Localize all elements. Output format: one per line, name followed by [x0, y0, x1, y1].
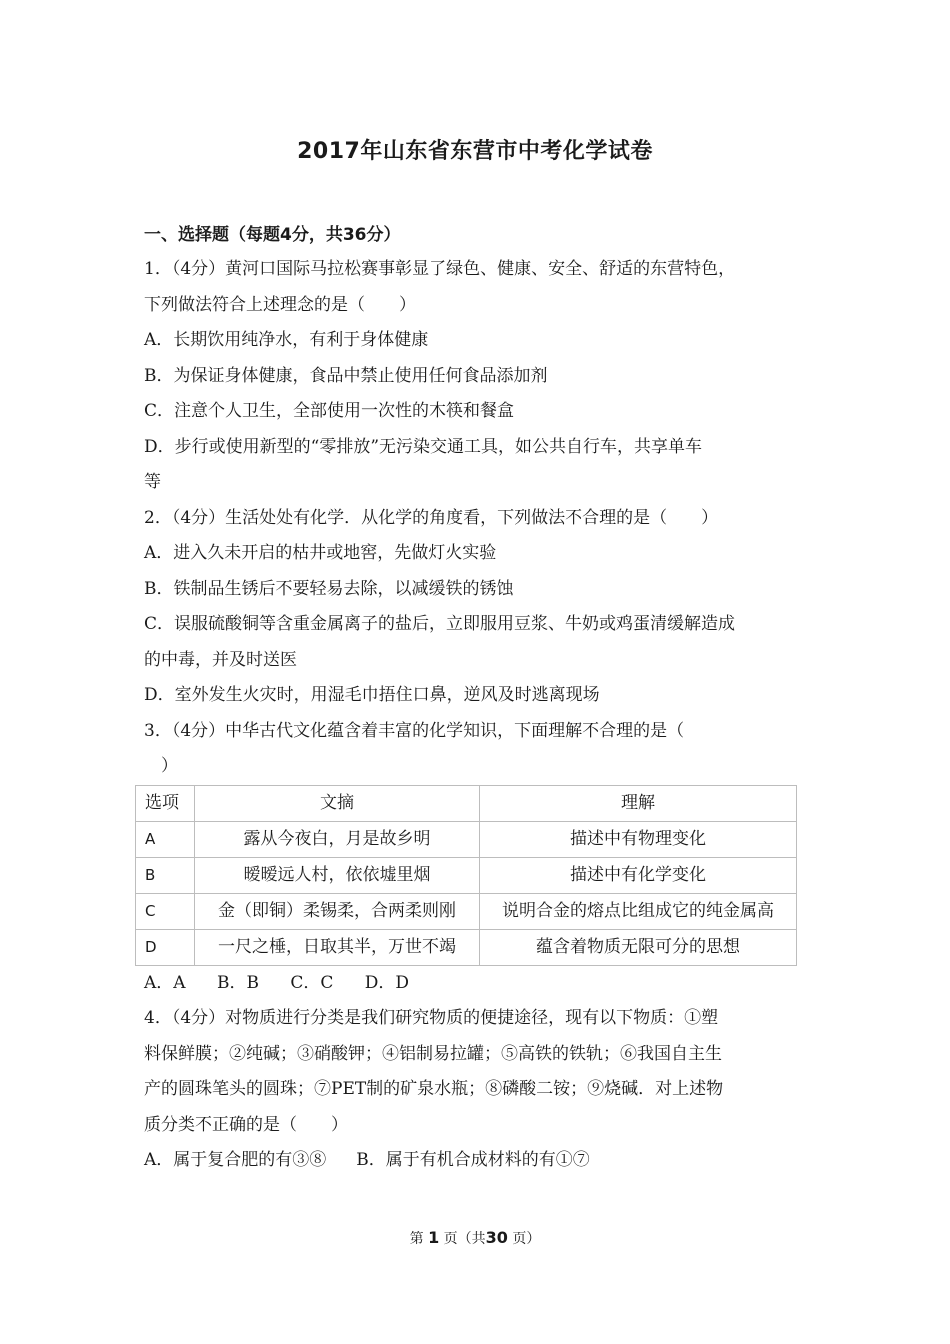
- question-3-options: [144, 966, 809, 1002]
- question-3-option-d: D．D: [364, 972, 410, 993]
- table-cell-meaning: 说明合金的熔点比组成它的纯金属高: [480, 893, 797, 929]
- question-3: [144, 714, 809, 1002]
- table-header-cell: 选项: [136, 785, 195, 821]
- page-title: 2017年山东省东营市中考化学试卷: [297, 139, 653, 164]
- table-header-row: [136, 785, 797, 821]
- footer-total-pages: 30: [485, 1228, 508, 1247]
- question-4-stem-line-3: 产的圆珠笔头的圆珠；⑦PET制的矿泉水瓶；⑧磷酸二铵；⑨烧碱．对上述物: [144, 1079, 724, 1099]
- question-1-stem-line-2: 下列做法符合上述理念的是（ ）: [144, 294, 416, 315]
- question-3-table: [135, 785, 797, 966]
- question-1-option-d-line-2: 等: [144, 472, 161, 492]
- question-3-stem-line-1: 3．（4分）中华古代文化蕴含着丰富的化学知识，下面理解不合理的是（: [144, 720, 685, 741]
- question-4-stem-line-1: 4．（4分）对物质进行分类是我们研究物质的便捷途径，现有以下物质：①塑: [144, 1008, 719, 1028]
- question-2-option-d: D．室外发生火灾时，用湿毛巾捂住口鼻，逆风及时逃离现场: [144, 685, 600, 705]
- question-2-option-a: A．进入久未开启的枯井或地窖，先做灯火实验: [144, 543, 497, 563]
- question-3-option-c: C．C: [290, 972, 334, 993]
- table-cell-meaning: 蕴含着物质无限可分的思想: [480, 929, 797, 965]
- question-3-stem-line-2: ）: [144, 756, 178, 776]
- exam-content: [144, 220, 809, 1179]
- question-1-stem-line-1: 1．（4分）黄河口国际马拉松赛事彰显了绿色、健康、安全、舒适的东营特色，: [144, 259, 736, 279]
- question-3-option-b: B．B: [216, 972, 259, 993]
- page-footer: [0, 1228, 950, 1248]
- table-cell-meaning: 描述中有物理变化: [480, 821, 797, 857]
- table-cell-option: D: [136, 929, 195, 965]
- table-cell-meaning: 描述中有化学变化: [480, 857, 797, 893]
- table-header-cell: 文摘: [195, 785, 480, 821]
- question-2-option-b: B．铁制品生锈后不要轻易去除，以减缓铁的锈蚀: [144, 578, 514, 599]
- question-1-option-a: A．长期饮用纯净水，有利于身体健康: [144, 330, 429, 350]
- question-4-stem-line-2: 料保鲜膜；②纯碱；③硝酸钾；④铝制易拉罐；⑤高铁的铁轨；⑥我国自主生: [144, 1043, 722, 1064]
- table-cell-option: C: [136, 893, 195, 929]
- table-cell-text: 金（即铜）柔锡柔，合两柔则刚: [195, 893, 480, 929]
- table-header-cell: 理解: [480, 785, 797, 821]
- question-4: [144, 1001, 809, 1179]
- question-1-option-b: B．为保证身体健康，食品中禁止使用任何食品添加剂: [144, 365, 548, 386]
- question-4-option-a: A．属于复合肥的有③⑧: [144, 1150, 327, 1170]
- table-cell-text: 暧暧远人村，依依墟里烟: [195, 857, 480, 893]
- footer-suffix: 页）: [512, 1231, 541, 1247]
- question-3-option-a: A．A: [144, 972, 186, 993]
- table-cell-option: B: [136, 857, 195, 893]
- question-1-option-c: C．注意个人卫生，全部使用一次性的木筷和餐盒: [144, 401, 515, 421]
- table-cell-text: 露从今夜白，月是故乡明: [195, 821, 480, 857]
- section-heading: 一、选择题（每题4分，共36分）: [144, 225, 401, 245]
- question-2-option-c-line-2: 的中毒，并及时送医: [144, 649, 297, 670]
- table-row: [136, 821, 797, 857]
- question-1: [144, 252, 809, 501]
- table-row: [136, 857, 797, 893]
- footer-prefix: 第: [409, 1231, 424, 1247]
- footer-middle: 页（共: [443, 1231, 486, 1247]
- table-row: [136, 929, 797, 965]
- table-row: [136, 893, 797, 929]
- table-cell-text: 一尺之棰，日取其半，万世不竭: [195, 929, 480, 965]
- question-1-option-d-line-1: D．步行或使用新型的“零排放”无污染交通工具，如公共自行车，共享单车: [144, 436, 703, 457]
- question-2: [144, 501, 809, 714]
- question-4-stem-line-4: 质分类不正确的是（ ）: [144, 1114, 348, 1135]
- question-2-stem: 2．（4分）生活处处有化学．从化学的角度看，下列做法不合理的是（ ）: [144, 507, 719, 528]
- table-cell-option: A: [136, 821, 195, 857]
- footer-page-number: 1: [428, 1228, 440, 1247]
- question-2-option-c-line-1: C．误服硫酸铜等含重金属离子的盐后，立即服用豆浆、牛奶或鸡蛋清缓解造成: [144, 614, 736, 634]
- question-4-options-row: [144, 1143, 809, 1179]
- question-4-option-b: B．属于有机合成材料的有①⑦: [356, 1150, 590, 1170]
- question-3-table-wrapper: [135, 785, 809, 966]
